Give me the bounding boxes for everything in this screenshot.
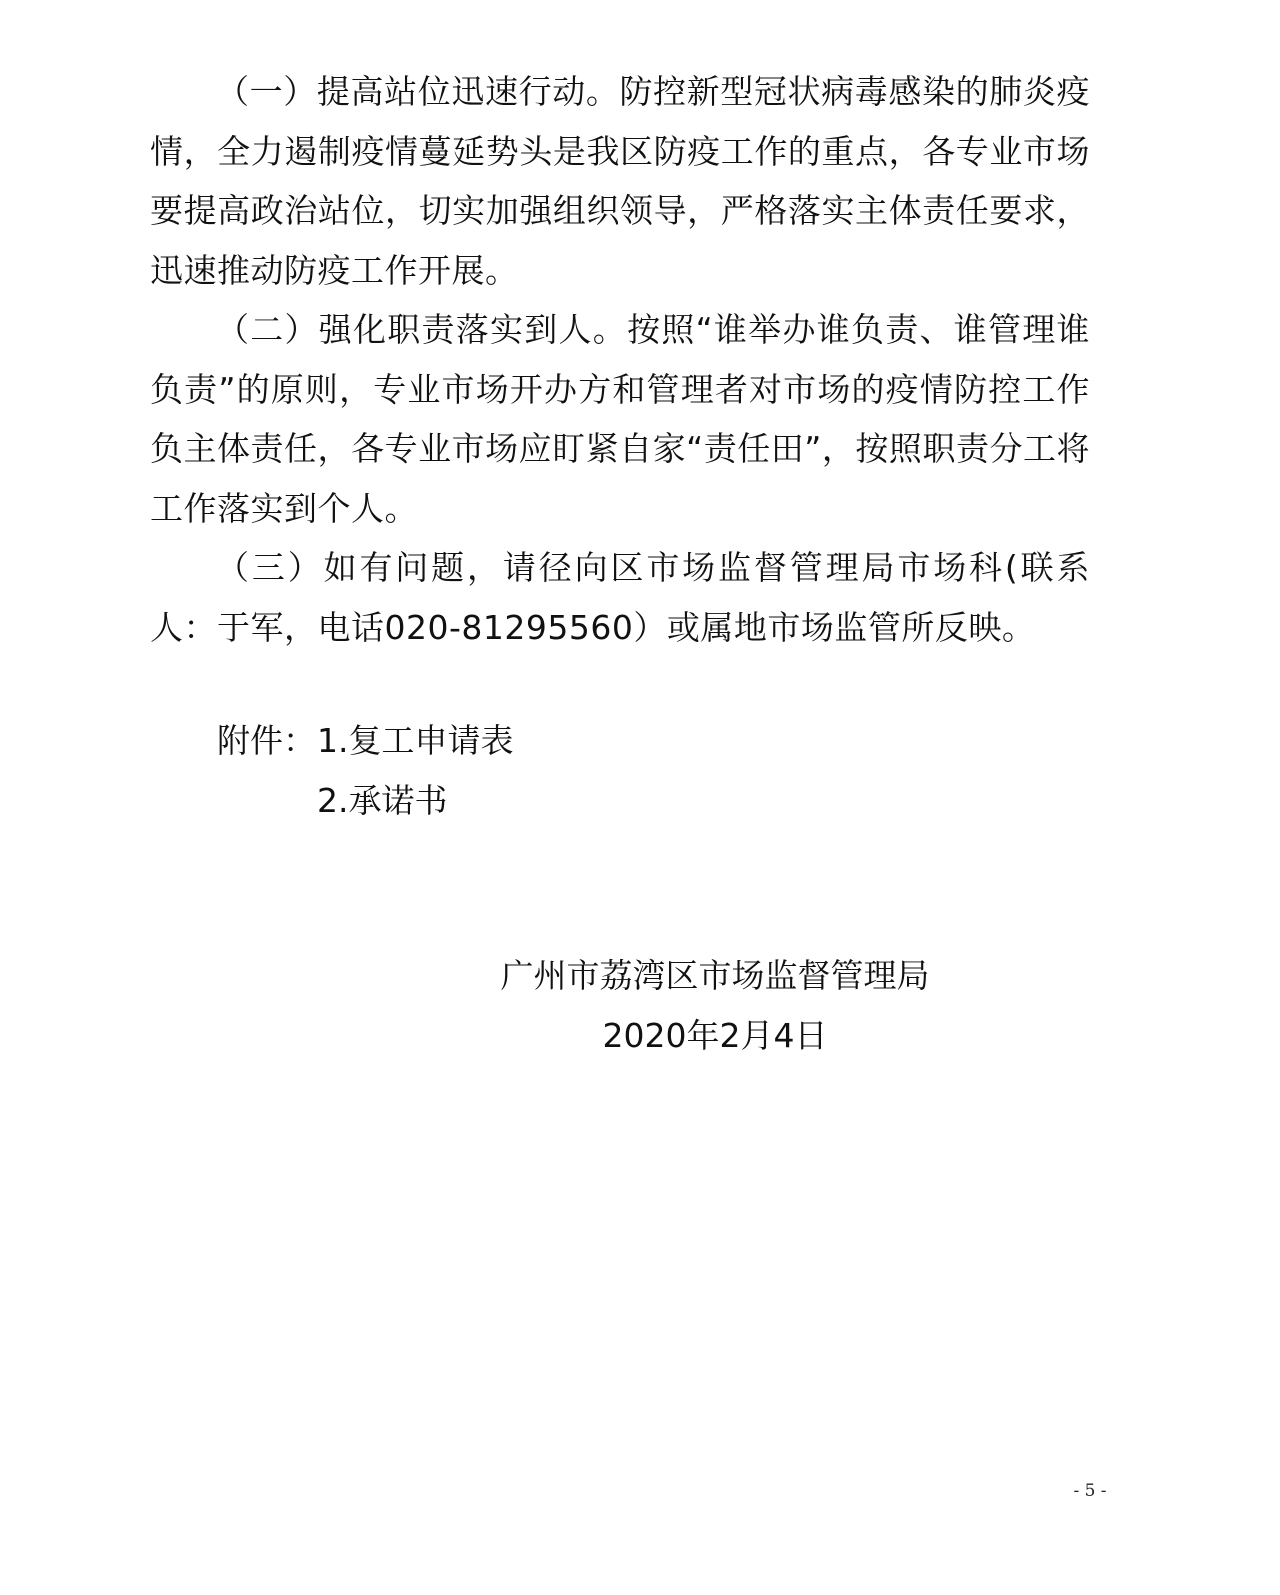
attachments-label: 附件： (217, 721, 316, 760)
attachment-row-1 (217, 711, 514, 771)
paragraph-1: （一）提高站位迅速行动。防控新型冠状病毒感染的肺炎疫情，全力遏制疫情蔓延势头是我区防疫工作的重点，各专业市场要提高政治站位，切实加强组织领导，严格落实主体责任要求，迅速推动防疫工作开展。 (150, 72, 1090, 290)
attachment-row-2 (217, 771, 514, 831)
signing-date: 2020年2月4日 (602, 1015, 828, 1055)
paragraph-2: （二）强化职责落实到人。按照“谁举办谁负责、谁管理谁负责”的原则，专业市场开办方和管理者对市场的疫情防控工作负主体责任，各专业市场应盯紧自家“责任田”，按照职责分工将工作落实到个人。 (150, 310, 1090, 528)
attachment-item-2: 2.承诺书 (317, 780, 448, 820)
paragraph-3: （三）如有问题，请径向区市场监督管理局市场科(联系人：于军，电话020-81295560）或属地市场监管所反映。 (150, 548, 1090, 647)
signing-organization: 广州市荔湾区市场监督管理局 (500, 956, 930, 995)
page-number: - 5 - (1073, 1481, 1107, 1501)
signature-block (480, 946, 950, 1065)
attachments-section (217, 711, 514, 830)
attachment-item-1: 1.复工申请表 (317, 721, 514, 760)
document-body (150, 62, 1090, 657)
